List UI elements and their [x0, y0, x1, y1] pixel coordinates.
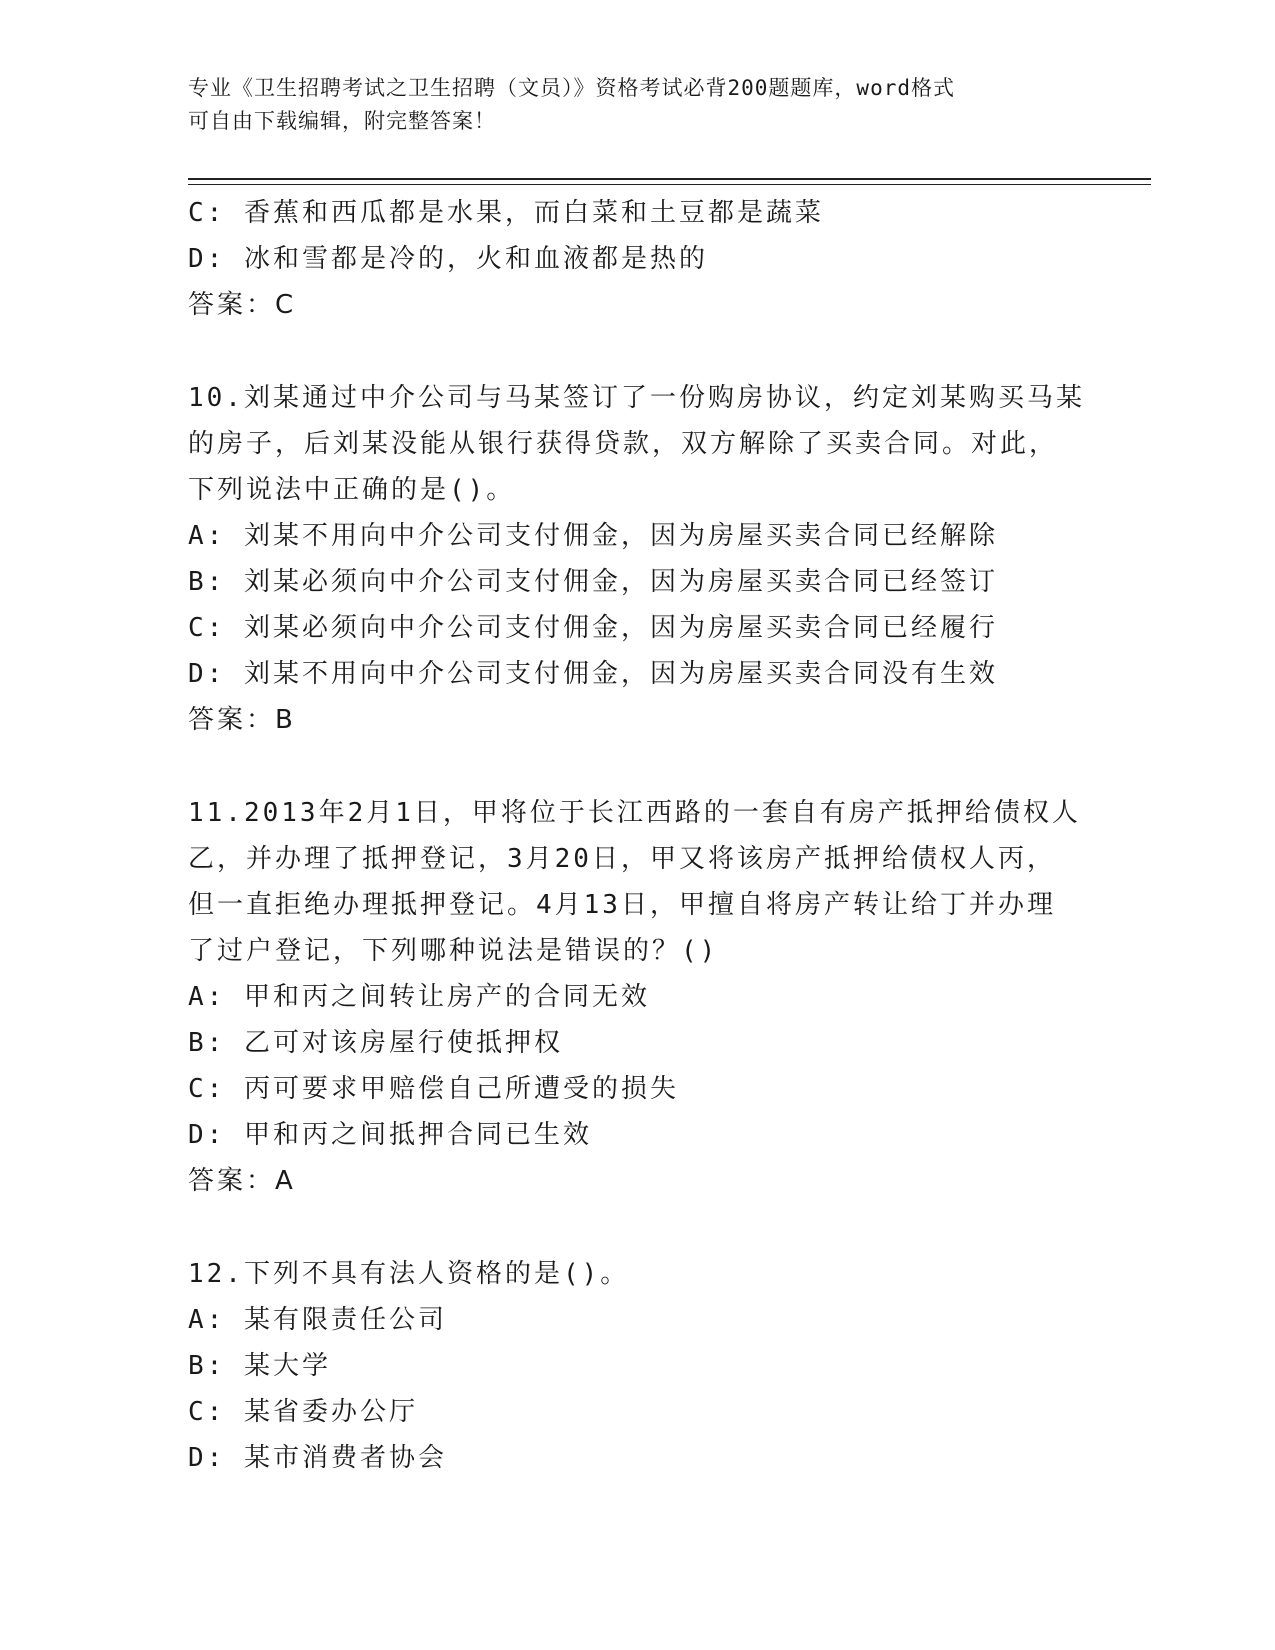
question-stem-line: 但一直拒绝办理抵押登记。4月13日，甲擅自将房产转让给丁并办理 — [188, 890, 1056, 920]
option-b: B: 刘某必须向中介公司支付佣金，因为房屋买卖合同已经签订 — [188, 567, 998, 597]
question-stem-line: 的房子，后刘某没能从银行获得贷款，双方解除了买卖合同。对此， — [188, 429, 1059, 459]
question-stem-line: 乙，并办理了抵押登记，3月20日，甲又将该房产抵押给债权人丙， — [188, 844, 1056, 874]
option-b: B: 乙可对该房屋行使抵押权 — [188, 1028, 563, 1058]
spacer — [188, 1204, 1138, 1251]
question-stem-line: 10.刘某通过中介公司与马某签订了一份购房协议，约定刘某购买马某 — [188, 383, 1085, 413]
question-10 — [188, 375, 1138, 743]
header-line-1: 专业《卫生招聘考试之卫生招聘（文员）》资格考试必背200题题库，word格式 — [188, 76, 955, 100]
question-list — [188, 190, 1138, 1481]
option-d: D: 甲和丙之间抵押合同已生效 — [188, 1120, 592, 1150]
option-d: D: 刘某不用向中介公司支付佣金，因为房屋买卖合同没有生效 — [188, 659, 998, 689]
option-b: B: 某大学 — [188, 1351, 331, 1381]
question-stem-line: 11.2013年2月1日，甲将位于长江西路的一套自有房产抵押给债权人 — [188, 798, 1081, 828]
question-stem-line: 了过户登记，下列哪种说法是错误的？() — [188, 936, 719, 966]
option-a: A: 甲和丙之间转让房产的合同无效 — [188, 982, 650, 1012]
question-stem-line: 12.下列不具有法人资格的是()。 — [188, 1259, 630, 1289]
prev-option-d: D: 冰和雪都是冷的，火和血液都是热的 — [188, 244, 708, 274]
question-12 — [188, 1251, 1138, 1481]
document-header — [188, 72, 1088, 138]
option-a: A: 某有限责任公司 — [188, 1305, 447, 1335]
answer: 答案：B — [188, 705, 296, 735]
spacer — [188, 328, 1138, 375]
answer: 答案：A — [188, 1166, 296, 1196]
question-stem-line: 下列说法中正确的是()。 — [188, 475, 516, 505]
question-11 — [188, 790, 1138, 1204]
option-c: C: 某省委办公厅 — [188, 1397, 418, 1427]
option-d: D: 某市消费者协会 — [188, 1443, 447, 1473]
option-c: C: 丙可要求甲赔偿自己所遭受的损失 — [188, 1074, 679, 1104]
header-line-2: 可自由下载编辑，附完整答案！ — [188, 109, 496, 133]
prev-answer: 答案：C — [188, 290, 297, 320]
prev-option-c: C: 香蕉和西瓜都是水果，而白菜和土豆都是蔬菜 — [188, 198, 824, 228]
spacer — [188, 743, 1138, 790]
header-rule-thick — [188, 178, 1151, 180]
header-rule-thin — [188, 184, 1151, 185]
option-a: A: 刘某不用向中介公司支付佣金，因为房屋买卖合同已经解除 — [188, 521, 998, 551]
option-c: C: 刘某必须向中介公司支付佣金，因为房屋买卖合同已经履行 — [188, 613, 998, 643]
